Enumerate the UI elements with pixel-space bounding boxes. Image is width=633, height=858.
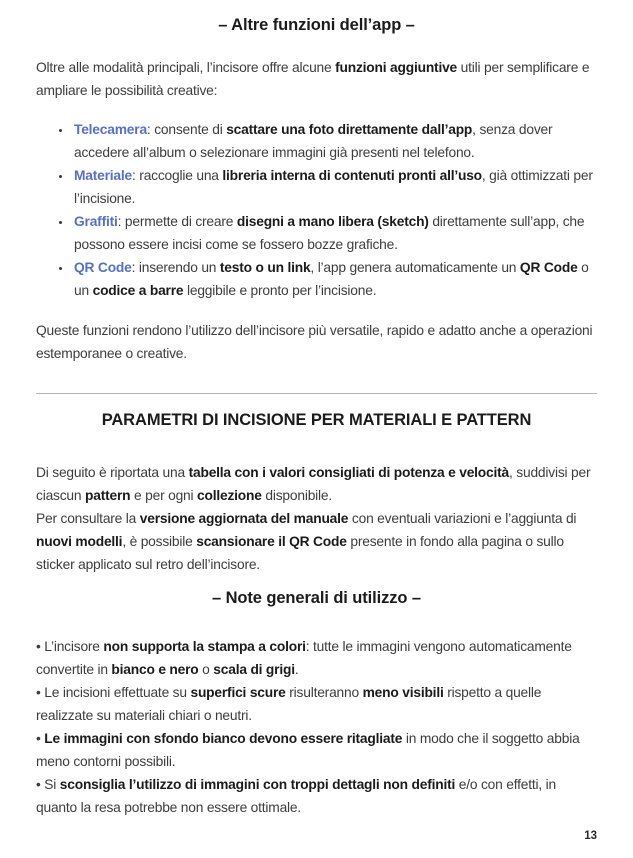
note-item-stampa-colori: • L’incisore non supporta la stampa a colori: tutte le immagini vengono automaticamente convertite in bianco e nero o scala di grigi.	[36, 639, 572, 677]
notes-list	[36, 635, 597, 819]
altre-funzioni-outro-paragraph: Queste funzioni rendono l’utilizzo dell’incisore più versatile, rapido e adatto anche a operazioni estemporanee o creative.	[36, 323, 593, 361]
note-item-dettagli-non-definiti: • Si sconsiglia l’utilizzo di immagini con troppi dettagli non definiti e/o con effetti, in quanto la resa potrebbe non essere ottimale.	[36, 777, 556, 815]
note-item-superfici-scure: • Le incisioni effettuate su superfici scure risulteranno meno visibili rispetto a quelle realizzate su materiali chiari o neutri.	[36, 685, 542, 723]
parametri-heading: PARAMETRI DI INCISIONE PER MATERIALI E PATTERN	[101, 411, 532, 429]
feature-item-graffiti: • Graffiti: permette di creare disegni a mano libera (sketch) direttamente sull’app, che possono essere incisi come se fossero bozze grafiche.	[72, 210, 597, 256]
feature-item-qr-code: • QR Code: inserendo un testo o un link, l’app genera automaticamente un QR Code o un codice a barre leggibile e pronto per l’incisione.	[72, 256, 597, 302]
page-number: 13	[584, 830, 597, 842]
section-divider	[36, 393, 597, 394]
altre-funzioni-intro-paragraph: Oltre alle modalità principali, l’incisore offre alcune funzioni aggiuntive utili per semplificare e ampliare le possibilità creative:	[36, 60, 590, 98]
features-list	[36, 118, 597, 302]
note-generali-title: – Note generali di utilizzo –	[212, 589, 421, 607]
feature-item-telecamera: • Telecamera: consente di scattare una foto direttamente dall’app, senza dover accedere all’album o selezionare immagini già presenti nel telefono.	[72, 118, 597, 164]
feature-item-materiale: • Materiale: raccoglie una libreria interna di contenuti pronti all’uso, già ottimizzati per l’incisione.	[72, 164, 597, 210]
parametri-intro-paragraph: Di seguito è riportata una tabella con i valori consigliati di potenza e velocità, suddivisi per ciascun pattern e per ogni collezione disponibile. Per consultare la versione aggiornata del manuale con eventuali variazioni e l’aggiunta di nuovi modelli, è possibile scansionare il QR Code presente in fondo alla pagina o sullo sticker applicato sul retro dell’incisore.	[36, 465, 591, 572]
section-title-altre-funzioni: – Altre funzioni dell’app –	[218, 16, 415, 34]
note-item-sfondo-bianco: • Le immagini con sfondo bianco devono essere ritagliate in modo che il soggetto abbia meno contorni possibili.	[36, 731, 580, 769]
